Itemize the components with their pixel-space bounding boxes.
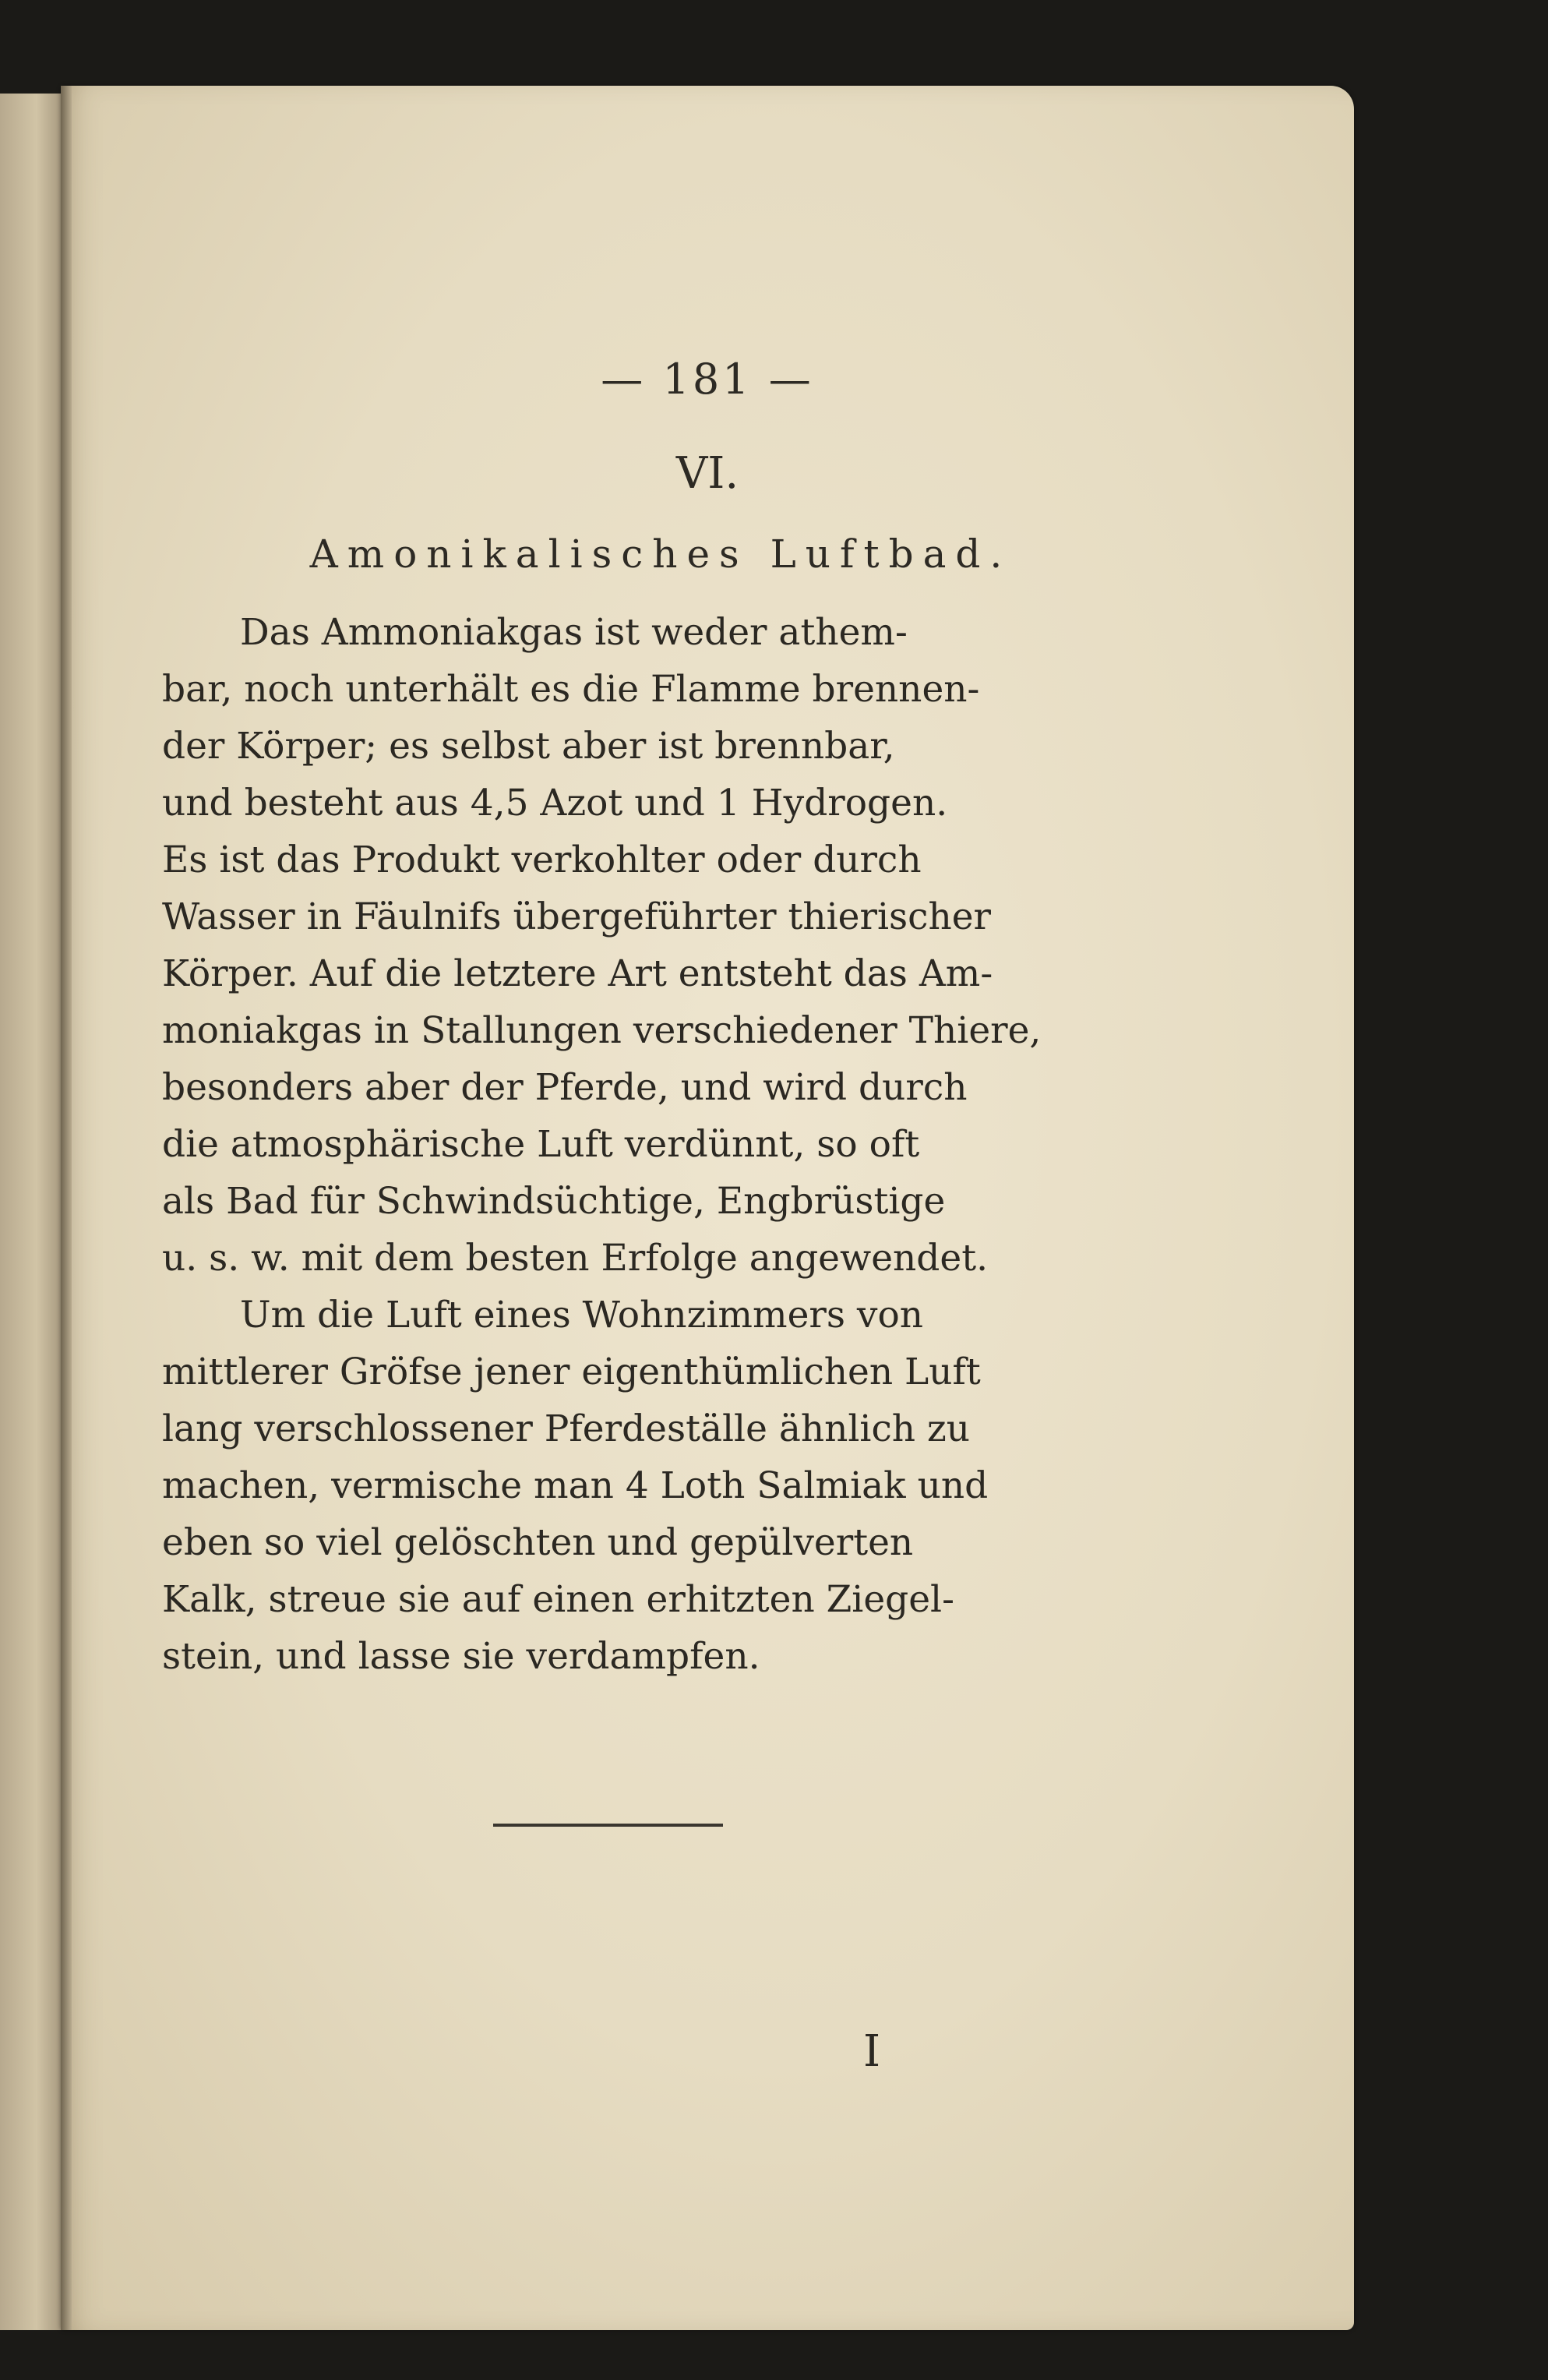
text-line: machen, vermische man 4 Loth Salmiak und [162,1464,989,1507]
text-line: Wasser in Fäulnifs übergeführter thierischer [162,895,991,938]
text-line: lang verschlossener Pferdeställe ähnlich zu [162,1407,971,1450]
text-line: der Körper; es selbst aber ist brennbar, [162,725,895,768]
text-line: Das Ammoniakgas ist weder athem- [240,611,908,654]
page-gutter [61,86,72,2330]
text-line: eben so viel gelöschten und gepülverten [162,1521,914,1564]
text-line: u. s. w. mit dem besten Erfolge angewendet. [162,1237,989,1280]
section-title: Amonikalisches Luftbad. [309,531,1012,577]
text-line: stein, und lasse sie verdampfen. [162,1635,760,1678]
page-number-header: — 181 — [601,355,814,404]
text-line: Es ist das Produkt verkohlter oder durch [162,839,922,881]
text-line: Kalk, streue sie auf einen erhitzten Ziegel- [162,1578,954,1621]
text-line: Körper. Auf die letztere Art entsteht das Am- [162,952,993,995]
text-line: mittlerer Gröfse jener eigenthümlichen Luft [162,1351,981,1393]
signature-mark: I [863,2026,881,2077]
text-line: als Bad für Schwindsüchtige, Engbrüstige [162,1180,946,1223]
section-divider [493,1824,723,1827]
book-page [61,86,1354,2330]
text-line: besonders aber der Pferde, und wird durch [162,1066,968,1109]
text-line: Um die Luft eines Wohnzimmers von [240,1294,924,1337]
body-text [162,604,1105,1685]
facing-page-edge [0,94,61,2330]
text-line: die atmosphärische Luft verdünnt, so oft [162,1123,920,1166]
text-line: und besteht aus 4,5 Azot und 1 Hydrogen. [162,782,948,825]
text-line: moniakgas in Stallungen verschiedener Thiere, [162,1009,1042,1052]
text-line: bar, noch unterhält es die Flamme brennen- [162,668,980,711]
chapter-number: VI. [675,448,739,499]
